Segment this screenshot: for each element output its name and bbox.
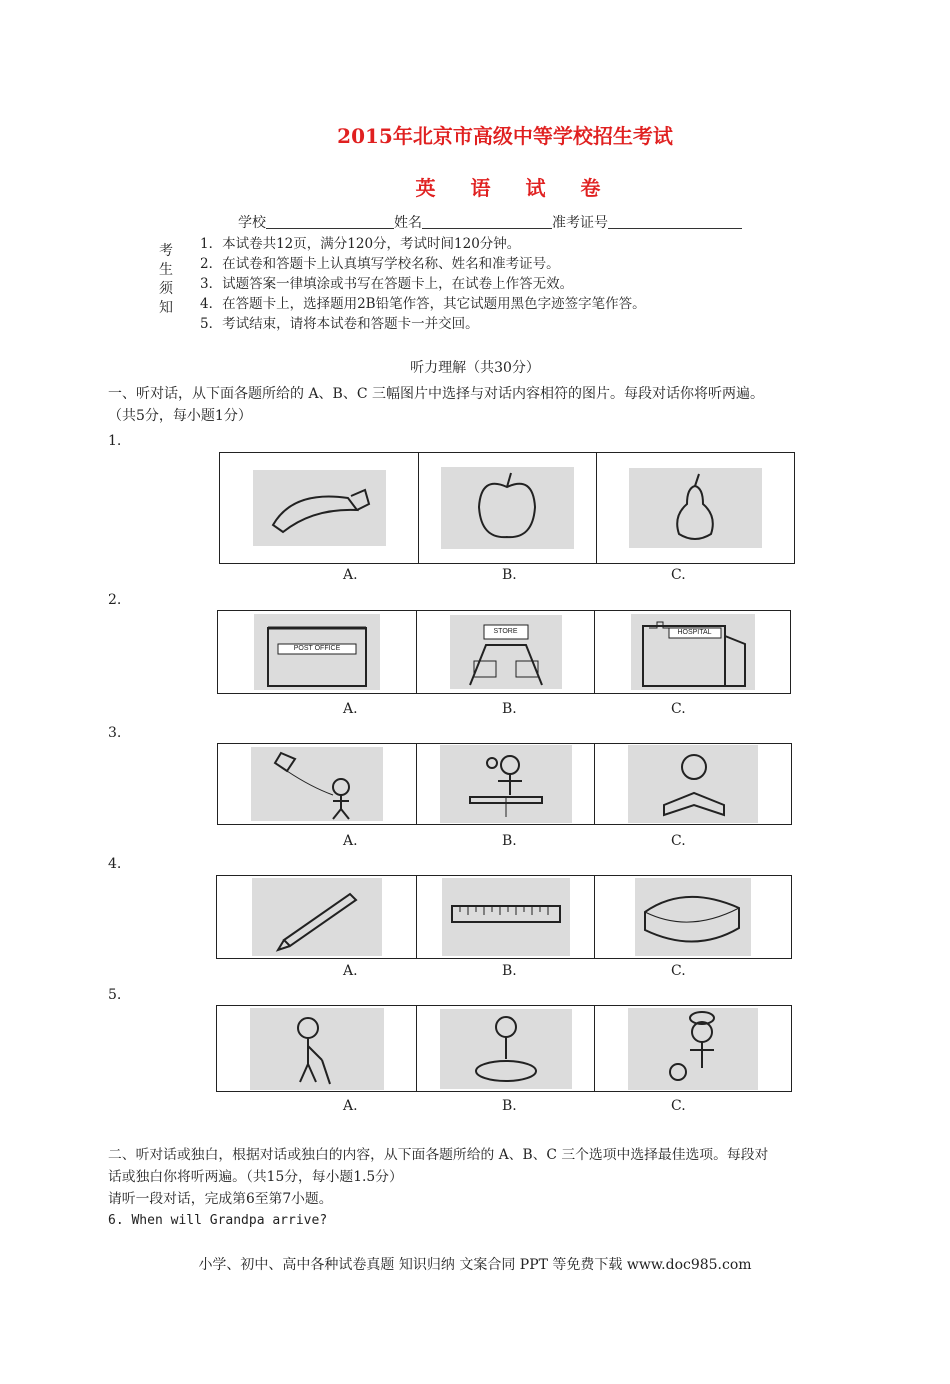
option-c-cell[interactable] [595, 876, 791, 958]
question-1-pictures [219, 452, 795, 564]
option-label: B. [502, 1098, 517, 1114]
sign-text: HOSPITAL [677, 629, 712, 636]
question-3-pictures [217, 743, 792, 825]
notice-item: 4．在答题卡上，选择题用2B铅笔作答，其它试题用黑色字迹签字笔作答。 [200, 296, 646, 312]
option-label: A. [343, 963, 358, 979]
notice-list [200, 234, 646, 334]
part2-instruction [108, 1144, 768, 1232]
part2-line: 话或独白你将听两遍。（共15分，每小题1.5分） [108, 1169, 403, 1185]
footer-text: 小学、初中、高中各种试卷真题 知识归纳 文案合同 PPT 等免费下载 www.doc985.com [198, 1257, 752, 1273]
option-c-cell[interactable] [595, 1006, 791, 1091]
kite-boy-icon [251, 747, 383, 821]
notice-item: 1．本试卷共12页，满分120分，考试时间120分钟。 [200, 236, 521, 252]
notice-heading-char: 生 [159, 262, 173, 278]
part1-instruction [108, 383, 764, 427]
option-label: B. [502, 833, 517, 849]
option-label: A. [343, 1098, 358, 1114]
school-label: 学校 [238, 215, 266, 231]
option-a-cell[interactable] [218, 744, 417, 824]
sign-text: STORE [493, 628, 518, 635]
option-b-cell[interactable] [417, 1006, 595, 1091]
sign-text: POST OFFICE [293, 645, 341, 652]
name-blank[interactable] [422, 214, 552, 229]
name-label: 姓名 [394, 215, 422, 231]
option-a-cell[interactable] [218, 611, 417, 693]
banana-icon [253, 470, 386, 546]
option-b-cell[interactable] [419, 453, 596, 563]
question-number: 5. [108, 987, 122, 1003]
exam-subtitle: 英 语 试 卷 [415, 176, 615, 200]
option-label: C. [671, 833, 686, 849]
option-label: C. [671, 567, 686, 583]
option-label: C. [671, 963, 686, 979]
notice-heading-char: 须 [159, 281, 173, 297]
option-label: B. [502, 963, 517, 979]
pencil-case-icon [635, 878, 751, 956]
option-label: C. [671, 701, 686, 717]
option-label: B. [502, 567, 517, 583]
part2-line: 请听一段对话，完成第6至第7小题。 [108, 1191, 333, 1207]
notice-item: 3．试题答案一律填涂或书写在答题卡上，在试卷上作答无效。 [200, 276, 574, 292]
option-label: B. [502, 701, 517, 717]
notice-item: 2．在试卷和答题卡上认真填写学校名称、姓名和准考证号。 [200, 256, 560, 272]
reading-boy-icon [628, 745, 758, 823]
option-label: A. [343, 833, 358, 849]
question-4-pictures [216, 875, 792, 959]
student-info-fields [238, 212, 742, 232]
post-office-icon [254, 614, 380, 690]
option-b-cell[interactable] [417, 744, 595, 824]
question-2-pictures [217, 610, 791, 694]
exam-no-blank[interactable] [608, 214, 742, 229]
option-c-cell[interactable] [595, 744, 791, 824]
option-label: A. [343, 567, 358, 583]
question-number: 1. [108, 433, 122, 449]
notice-item: 5．考试结束，请将本试卷和答题卡一并交回。 [200, 316, 479, 332]
option-a-cell[interactable] [217, 876, 417, 958]
ping-pong-boy-icon [440, 745, 572, 823]
option-c-cell[interactable] [595, 611, 790, 693]
part1-line: 一、听对话，从下面各题所给的 A、B、C 三幅图片中选择与对话内容相符的图片。每段对话你将听两遍。 [108, 386, 765, 402]
option-label: C. [671, 1098, 686, 1114]
section-heading: 听力理解（共30分） [410, 360, 540, 376]
exam-no-label: 准考证号 [552, 215, 608, 231]
question-number: 2. [108, 592, 122, 608]
option-label: A. [343, 701, 358, 717]
sweeping-girl-icon [250, 1008, 384, 1090]
pencil-icon [252, 878, 382, 956]
option-c-cell[interactable] [597, 453, 794, 563]
exam-title: 2015年北京市高级中等学校招生考试 [337, 124, 673, 148]
cooking-girl-icon [628, 1008, 758, 1090]
school-blank[interactable] [266, 214, 394, 229]
option-a-cell[interactable] [220, 453, 419, 563]
store-icon [450, 615, 562, 689]
option-a-cell[interactable] [217, 1006, 417, 1091]
question-6-text: 6. When will Grandpa arrive? [108, 1213, 328, 1228]
option-b-cell[interactable] [417, 611, 595, 693]
notice-heading-char: 知 [159, 300, 173, 316]
apple-icon [441, 467, 574, 549]
ruler-icon [442, 878, 570, 956]
question-number: 4. [108, 856, 122, 872]
pear-icon [629, 468, 762, 548]
question-5-pictures [216, 1005, 792, 1092]
notice-heading [158, 242, 174, 318]
option-b-cell[interactable] [417, 876, 595, 958]
washing-girl-icon [440, 1009, 572, 1089]
question-number: 3. [108, 725, 122, 741]
part1-line: （共5分，每小题1分） [108, 408, 252, 424]
part2-line: 二、听对话或独白，根据对话或独白的内容，从下面各题所给的 A、B、C 三个选项中选择最佳选项。每段对 [108, 1147, 769, 1163]
notice-heading-char: 考 [159, 243, 173, 259]
hospital-icon [631, 614, 755, 690]
